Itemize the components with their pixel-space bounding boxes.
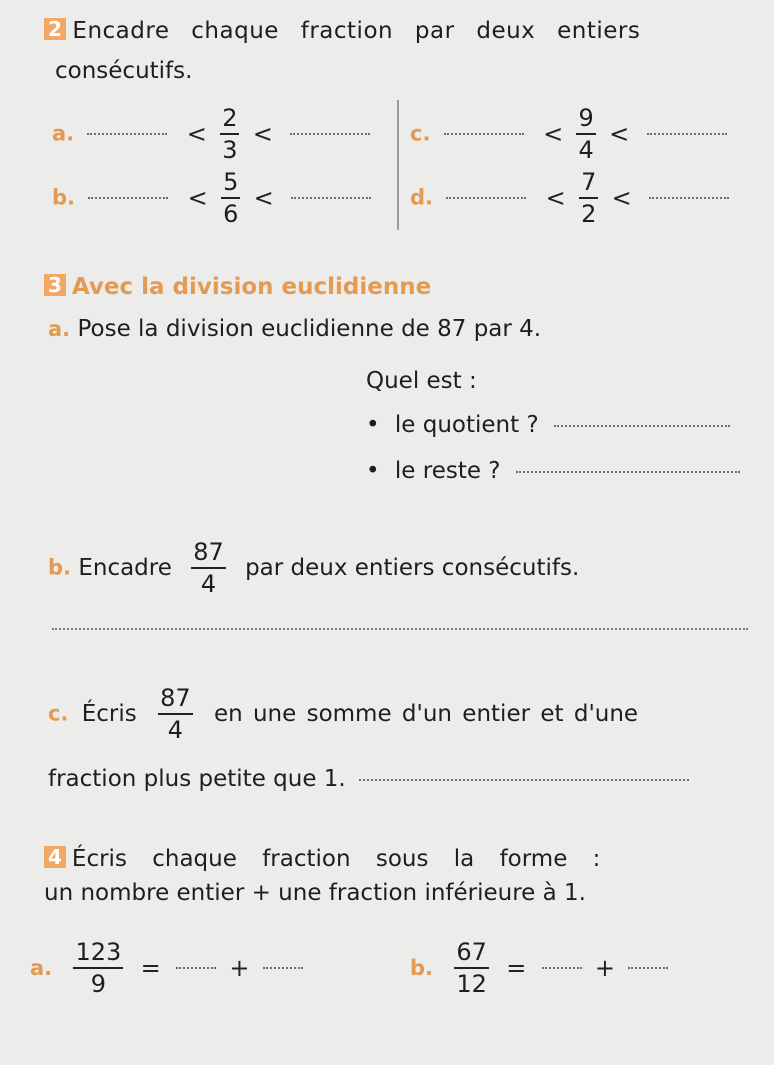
denominator: 12 [456, 970, 487, 998]
ex3-number-badge: 3 [44, 274, 66, 296]
ex2-instruction-line1 [44, 18, 640, 44]
part-b-text-after: par deux entiers consécutifs. [245, 555, 580, 581]
ex4-item-b [410, 940, 668, 996]
part-c-line2-text: fraction plus petite que 1. [48, 766, 346, 792]
answer-blank[interactable] [359, 779, 689, 781]
numerator: 7 [581, 168, 597, 196]
numerator: 123 [75, 938, 122, 966]
fraction [191, 540, 226, 596]
answer-blank[interactable] [649, 197, 729, 199]
denominator: 4 [578, 136, 594, 164]
answer-blank[interactable] [290, 133, 370, 135]
answer-blank[interactable] [446, 197, 526, 199]
numerator: 67 [456, 938, 487, 966]
bullet-text: le reste ? [394, 458, 501, 484]
less-than-sign: < [252, 120, 273, 148]
ex4-item-a [30, 940, 303, 996]
less-than-sign: < [187, 184, 208, 212]
answer-blank[interactable] [444, 133, 524, 135]
ex3-part-c [48, 686, 638, 742]
ex3-bullet-quotient [366, 412, 730, 438]
part-a-text: Pose la division euclidienne de 87 par 4. [77, 316, 542, 342]
item-letter: c. [410, 121, 431, 146]
ex2-instruction-text: Encadre chaque fraction par deux entiers [72, 18, 641, 44]
item-letter: b. [410, 956, 434, 980]
plus-sign: + [594, 954, 616, 982]
answer-blank[interactable] [291, 197, 371, 199]
plus-sign: + [229, 954, 250, 982]
item-letter: a. [30, 956, 53, 980]
bullet-text: le quotient ? [394, 412, 539, 438]
answer-blank[interactable] [554, 425, 730, 427]
answer-line[interactable] [52, 628, 748, 630]
fraction [220, 106, 239, 162]
denominator: 9 [90, 970, 107, 998]
fraction [73, 940, 123, 996]
ex4-instruction-line1 [44, 846, 600, 872]
less-than-sign: < [609, 120, 630, 148]
denominator: 4 [167, 716, 183, 744]
fraction [158, 686, 193, 742]
part-letter: c. [48, 701, 69, 726]
ex2-number-badge: 2 [44, 18, 66, 40]
part-b-text: Encadre [78, 555, 172, 581]
ex2-item-a [52, 106, 370, 162]
fraction [221, 170, 240, 226]
ex3-question: Quel est : [366, 368, 477, 394]
equals-sign: = [140, 954, 161, 982]
item-letter: b. [52, 185, 76, 210]
numerator: 5 [223, 168, 239, 196]
ex3-part-a [48, 316, 541, 342]
part-letter: a. [48, 317, 71, 341]
bullet-icon: • [366, 412, 380, 438]
denominator: 6 [223, 200, 239, 228]
numerator: 87 [193, 538, 224, 566]
part-letter: b. [48, 555, 72, 580]
denominator: 3 [222, 136, 238, 164]
less-than-sign: < [611, 184, 632, 212]
fraction [454, 940, 489, 996]
numerator: 87 [160, 684, 191, 712]
answer-blank[interactable] [87, 133, 167, 135]
ex3-part-b [48, 540, 579, 596]
less-than-sign: < [253, 184, 274, 212]
ex3-part-c-line2 [48, 766, 689, 792]
ex3-bullet-reste [366, 458, 740, 484]
answer-blank[interactable] [263, 967, 303, 969]
less-than-sign: < [545, 184, 566, 212]
column-divider [397, 100, 399, 230]
fraction [576, 106, 595, 162]
denominator: 2 [581, 200, 597, 228]
answer-blank[interactable] [647, 133, 727, 135]
denominator: 4 [200, 570, 217, 598]
fraction [579, 170, 598, 226]
answer-blank[interactable] [516, 471, 740, 473]
less-than-sign: < [543, 120, 564, 148]
ex2-item-c [410, 106, 727, 162]
numerator: 2 [222, 104, 238, 132]
part-c-text-after: en une somme d'un entier et d'une [213, 701, 639, 727]
ex2-item-d [410, 170, 729, 226]
numerator: 9 [578, 104, 594, 132]
ex4-instruction-text: Écris chaque fraction sous la forme : [71, 846, 601, 872]
ex4-instruction-line2: un nombre entier + une fraction inférieure à 1. [44, 880, 586, 906]
answer-blank[interactable] [176, 967, 216, 969]
item-letter: d. [410, 185, 434, 210]
ex2-instruction-line2: consécutifs. [55, 58, 193, 84]
ex3-header [44, 274, 431, 300]
answer-blank[interactable] [542, 967, 582, 969]
ex4-number-badge: 4 [44, 846, 66, 868]
item-letter: a. [52, 121, 75, 146]
ex3-title: Avec la division euclidienne [71, 274, 432, 300]
part-c-text: Écris [81, 701, 137, 727]
answer-blank[interactable] [628, 967, 668, 969]
less-than-sign: < [186, 120, 207, 148]
equals-sign: = [506, 954, 527, 982]
ex2-item-b [52, 170, 371, 226]
answer-blank[interactable] [88, 197, 168, 199]
bullet-icon: • [366, 458, 380, 484]
